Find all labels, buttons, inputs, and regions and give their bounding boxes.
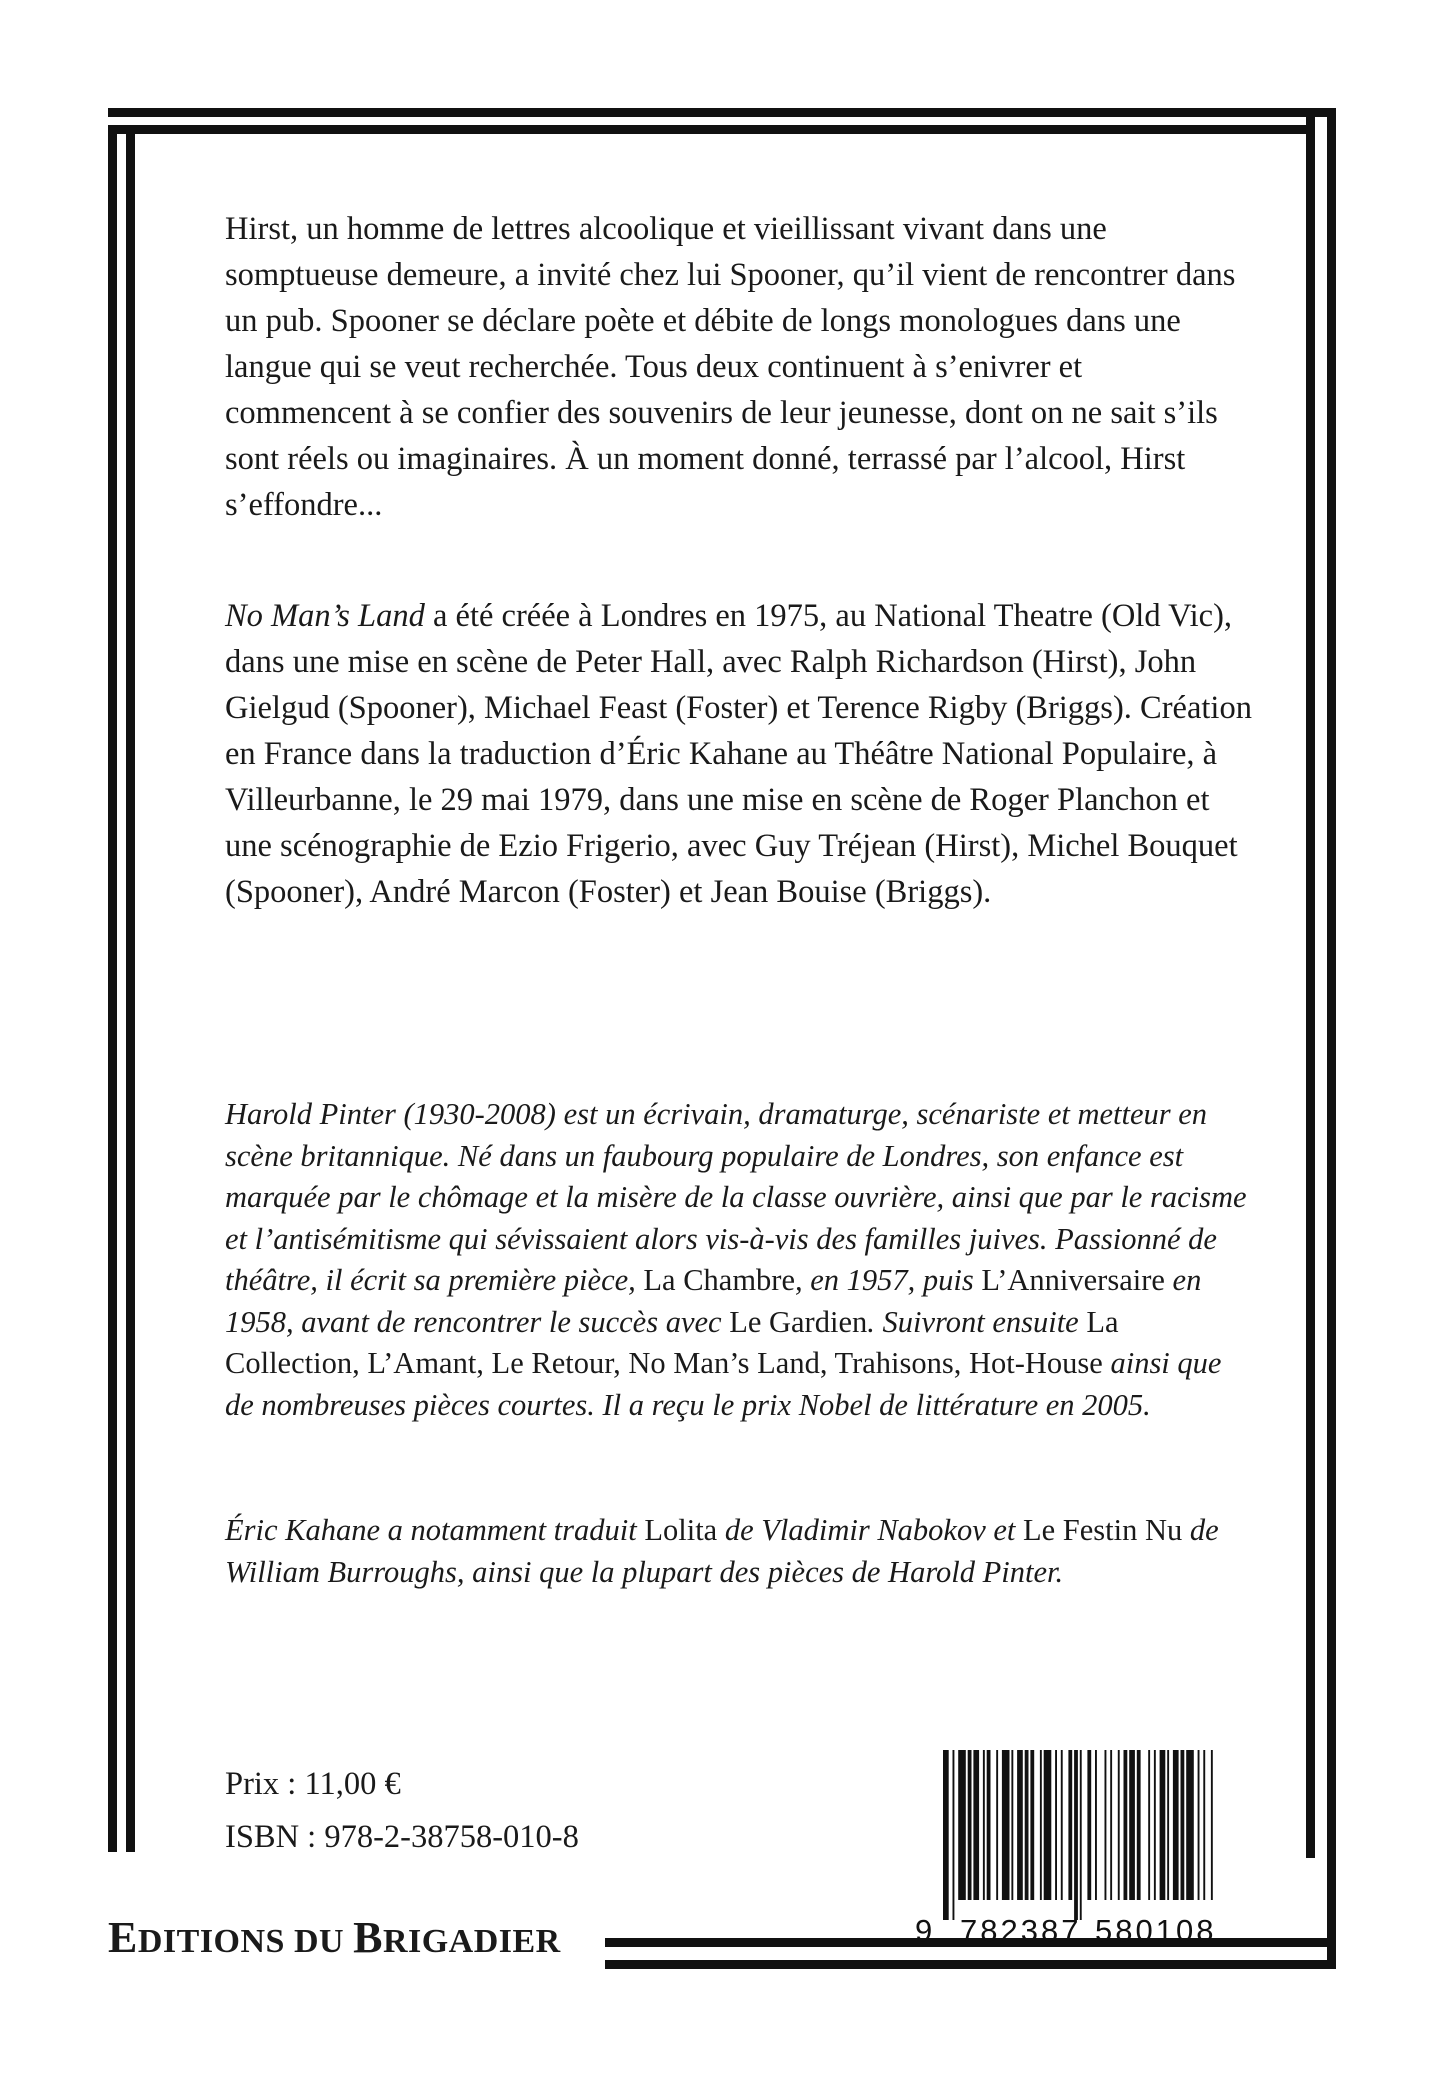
- barcode-bar: [973, 1750, 979, 1900]
- author-bio-paragraph: [225, 1094, 1255, 1426]
- barcode-bar: [1118, 1750, 1120, 1900]
- barcode-bar: [1068, 1750, 1072, 1900]
- barcode-bar: [1044, 1750, 1052, 1900]
- barcode-digits-right: 580108: [1095, 1913, 1217, 1948]
- publisher-name-part-1: DITIONS DU: [137, 1923, 354, 1960]
- barcode-bar: [983, 1750, 985, 1900]
- barcode-bar: [1203, 1750, 1205, 1900]
- frame-right-outer-line: [1327, 108, 1336, 1968]
- frame-left-inner-line: [126, 125, 135, 1852]
- barcode-bar: [1137, 1750, 1141, 1900]
- barcode-bar: [987, 1750, 991, 1900]
- bio-text-1: Harold Pinter (1930-2008) est un écrivain, dramaturge, scénariste et metteur en scène britannique. Né dans un faubourg populaire de Londres, son enfance est marquée par le chômage et la misère de la classe ouvrière, ainsi que par le racisme et l’antisémitisme qui sévissaient alors vis-à-vis des familles juives. Passionné de théâtre, il écrit sa première pièce,: [225, 1097, 1247, 1297]
- barcode-bar: [1011, 1750, 1013, 1900]
- translator-text-1: Éric Kahane a notamment traduit: [225, 1513, 645, 1547]
- barcode-bar: [1186, 1750, 1194, 1900]
- frame-right-inner-line: [1306, 108, 1315, 1858]
- barcode-bar: [996, 1750, 998, 1900]
- barcode-bar: [1095, 1750, 1097, 1900]
- bio-work-title-1: La Chambre: [643, 1263, 795, 1297]
- translator-text-2: de Vladimir Nabokov et: [717, 1513, 1023, 1547]
- publisher-name-part-2: RIGADIER: [382, 1923, 561, 1960]
- barcode-bar: [1124, 1750, 1128, 1900]
- translator-work-title-1: Lolita: [644, 1513, 718, 1547]
- frame-left-outer-line: [108, 125, 117, 1852]
- creation-text: a été créée à Londres en 1975, au National Theatre (Old Vic), dans une mise en scène de Peter Hall, avec Ralph Richardson (Hirst), John Gielgud (Spooner), Michael Feast (Foster) et Terence Rigby (Briggs). Création en France dans la traduction d’Éric Kahane au Théâtre National Populaire, à Villeurbanne, le 29 mai 1979, dans une mise en scène de Roger Planchon et une scénographie de Ezio Frigerio, avec Guy Tréjean (Hirst), Michel Bouquet (Spooner), André Marcon (Foster) et Jean Bouise (Briggs).: [225, 598, 1252, 910]
- creation-paragraph: [225, 593, 1255, 915]
- barcode-bar: [1055, 1750, 1057, 1900]
- translator-text-3: de William Burroughs, ainsi que la plupart des pièces de Harold Pinter.: [225, 1513, 1219, 1589]
- frame-bottom-outer-line: [605, 1960, 1336, 1969]
- barcode-bar: [953, 1750, 955, 1920]
- barcode-digit-first: 9: [915, 1913, 933, 1948]
- frame-top-outer-line: [108, 108, 1336, 117]
- barcode-bar: [943, 1750, 949, 1920]
- barcode-bar: [1080, 1750, 1082, 1920]
- barcode-bar: [1198, 1750, 1200, 1900]
- isbn-text: ISBN : 978-2-38758-010-8: [225, 1819, 579, 1855]
- translator-work-title-2: Le Festin Nu: [1023, 1513, 1183, 1547]
- barcode-bar: [1040, 1750, 1042, 1900]
- barcode-bar: [968, 1750, 972, 1900]
- barcode-bar: [1154, 1750, 1156, 1900]
- barcode-bar: [1160, 1750, 1166, 1900]
- bio-work-titles-list: La Collection, L’Amant, Le Retour, No Man’s Land, Trahisons, Hot-House: [225, 1304, 1119, 1380]
- price-text: Prix : 11,00 €: [225, 1766, 401, 1802]
- barcode-digits: [915, 1913, 1235, 1953]
- price-isbn-block: [225, 1758, 579, 1864]
- frame-top-inner-line: [108, 125, 1315, 134]
- barcode-bar: [1110, 1750, 1112, 1900]
- barcode-bar: [1181, 1750, 1185, 1900]
- bio-work-title-3: Le Gardien: [729, 1304, 868, 1339]
- barcode-bar: [1105, 1750, 1107, 1900]
- barcode-bar: [1087, 1750, 1091, 1900]
- barcode-bar: [1025, 1750, 1029, 1900]
- barcode-bar: [1002, 1750, 1010, 1900]
- isbn-barcode: [915, 1750, 1235, 1920]
- barcode-bar: [1061, 1750, 1063, 1900]
- barcode-bar: [1030, 1750, 1034, 1900]
- play-title: No Man’s Land: [225, 598, 425, 634]
- barcode-digits-left: 782387: [960, 1913, 1082, 1948]
- barcode-bar: [1173, 1750, 1179, 1900]
- publisher-initial-b: B: [353, 1913, 383, 1962]
- translator-paragraph: [225, 1510, 1255, 1593]
- barcode-bar: [1167, 1750, 1169, 1900]
- barcode-bar: [1211, 1750, 1213, 1900]
- synopsis-paragraph: Hirst, un homme de lettres alcoolique et vieillissant vivant dans une somptueuse demeure, a invité chez lui Spooner, qu’il vient de rencontrer dans un pub. Spooner se déclare poète et débite de longs monologues dans une langue qui se veut recherchée. Tous deux continuent à s’enivrer et commencent à se confier des souvenirs de leur jeunesse, dont on ne sait s’ils sont réels ou imaginaires. À un moment donné, terrassé par l’alcool, Hirst s’effondre...: [225, 211, 1236, 523]
- bio-work-title-2: L’Anniversaire: [981, 1263, 1165, 1297]
- bio-text-5: ainsi que de nombreuses pièces courtes. Il a reçu le prix Nobel de littérature en 2005.: [225, 1346, 1222, 1422]
- barcode-bar: [1017, 1750, 1023, 1900]
- bio-text-2: , en 1957, puis: [795, 1263, 982, 1297]
- publisher-initial-e: E: [108, 1913, 138, 1962]
- barcode-bar: [1129, 1750, 1135, 1900]
- publisher-name: [108, 1912, 561, 1963]
- barcode-bar: [1074, 1750, 1078, 1920]
- bio-text-3: en 1958, avant de rencontrer le succès avec: [225, 1263, 1202, 1339]
- barcode-bar: [1148, 1750, 1150, 1900]
- bio-text-4: . Suivront ensuite: [867, 1304, 1087, 1339]
- barcode-bar: [958, 1750, 966, 1900]
